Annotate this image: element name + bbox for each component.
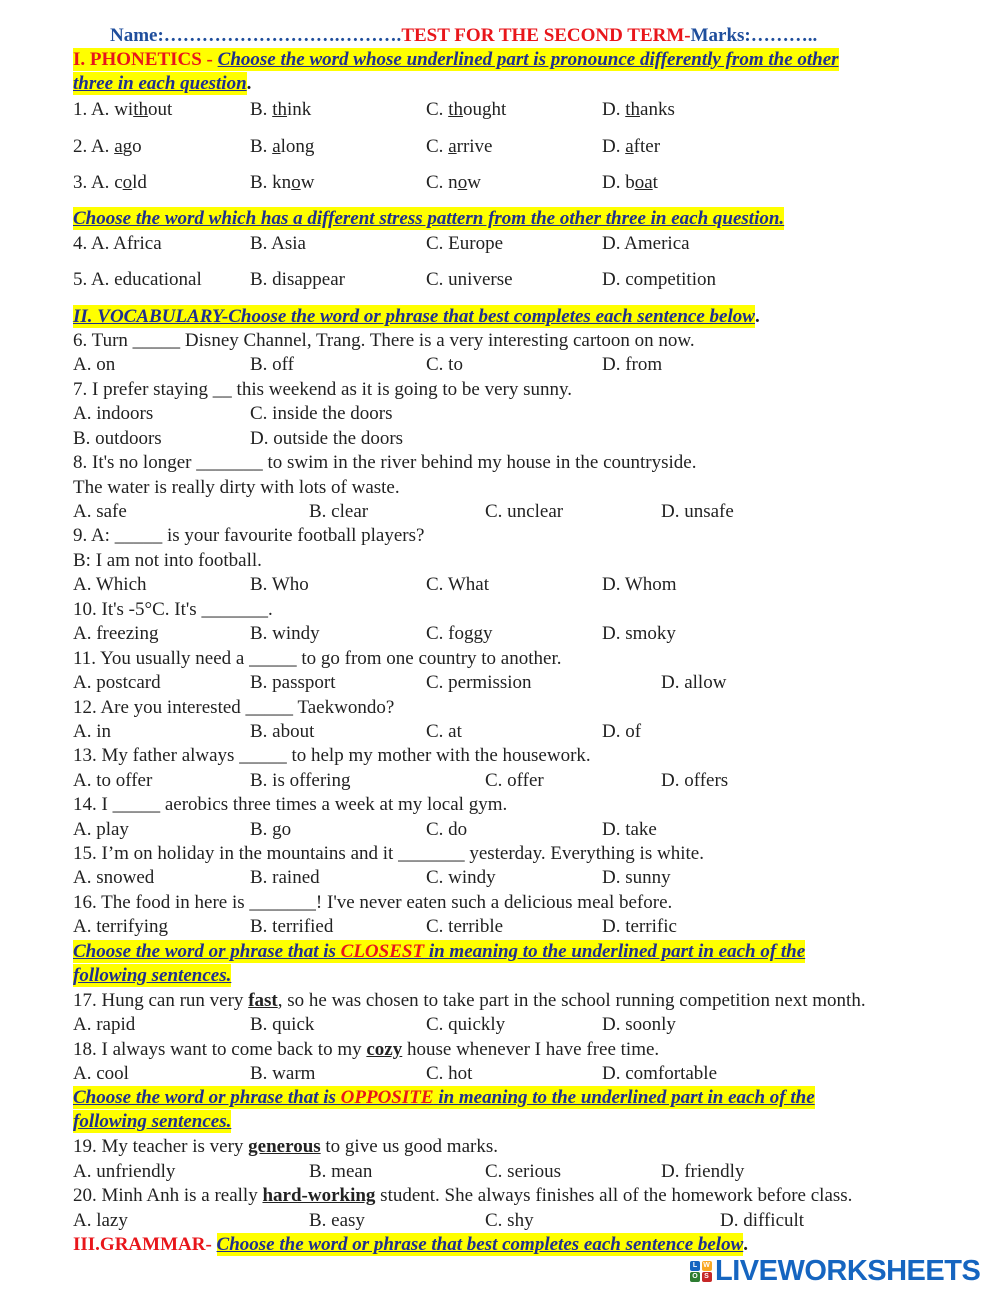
answer-option: C. shy — [485, 1210, 534, 1231]
question-stem: 7. I prefer staying __ this weekend as it is going to be very sunny. — [73, 379, 573, 400]
section-instruction: Choose the word whose underlined part is pronounce differently from the other — [217, 49, 839, 70]
option-suffix: out — [147, 99, 173, 120]
option-suffix: ink — [286, 99, 312, 120]
answer-option: A. in — [73, 721, 111, 742]
section-title: I. PHONETICS - — [73, 49, 218, 70]
answer-option: C. hot — [426, 1063, 473, 1084]
header-line — [110, 24, 817, 47]
closest-post: in meaning to the underlined part in each of the — [424, 941, 806, 962]
answer-option: B. outdoors — [73, 428, 162, 449]
answer-option: C. windy — [426, 867, 496, 888]
answer-option: A. indoors — [73, 403, 154, 424]
option-prefix: C. — [426, 99, 449, 120]
answer-option: A. to offer — [73, 770, 153, 791]
underlined-word: generous — [248, 1136, 321, 1157]
question-stem: 12. Are you interested _____ Taekwondo? — [73, 697, 395, 718]
answer-option: C. at — [426, 721, 462, 742]
option-prefix: D. b — [602, 172, 635, 193]
underlined-word: fast — [248, 990, 278, 1011]
answer-option: A. on — [73, 354, 116, 375]
answer-option: C. quickly — [426, 1014, 506, 1035]
phonetics-option — [250, 171, 314, 194]
option-suffix: ought — [462, 99, 507, 120]
underlined-sound: th — [448, 99, 463, 120]
section-title: III.GRAMMAR- — [73, 1234, 217, 1255]
answer-option: B. windy — [250, 623, 320, 644]
question-stem: 8. It's no longer _______ to swim in the river behind my house in the countryside. — [73, 452, 697, 473]
stem-text: student. She always finishes all of the homework before class. — [375, 1185, 853, 1206]
phonetics-option — [602, 98, 675, 121]
section-phonetics-heading — [73, 48, 839, 71]
opposite-instruction-line-2 — [73, 1110, 231, 1133]
option-suffix: fter — [633, 136, 661, 157]
option-prefix: c — [114, 172, 123, 193]
stem-text: 19. My teacher is very — [73, 1136, 249, 1157]
underlined-word: hard-working — [262, 1185, 376, 1206]
option-suffix: ld — [132, 172, 147, 193]
answer-option: C. inside the doors — [250, 403, 393, 424]
answer-option: A. snowed — [73, 867, 155, 888]
question-stem: 6. Turn _____ Disney Channel, Trang. There is a very interesting cartoon on now. — [73, 330, 695, 351]
answer-option: B. quick — [250, 1014, 315, 1035]
answer-option: C. offer — [485, 770, 544, 791]
answer-option: D. competition — [602, 269, 716, 290]
answer-option: C. universe — [426, 269, 513, 290]
section-instruction-cont: three in each question — [73, 73, 247, 94]
opposite-key: OPPOSITE — [340, 1087, 434, 1108]
answer-option: A. lazy — [73, 1210, 128, 1231]
answer-option: A. freezing — [73, 623, 159, 644]
phonetics-option — [602, 135, 660, 158]
underlined-sound: oa — [634, 172, 653, 193]
answer-option: D. difficult — [720, 1210, 805, 1231]
option-prefix: D. — [602, 99, 626, 120]
question-stem: 16. The food in here is _______! I've never eaten such a delicious meal before. — [73, 892, 673, 913]
question-stem: The water is really dirty with lots of waste. — [73, 477, 400, 498]
opposite-post: in meaning to the underlined part in each of the — [433, 1087, 815, 1108]
underlined-sound: th — [625, 99, 641, 120]
closest-key: CLOSEST — [340, 941, 425, 962]
question-number: 2. A. — [73, 136, 115, 157]
question-number: 1. A. — [73, 99, 115, 120]
answer-option: A. unfriendly — [73, 1161, 176, 1182]
answer-option: C. What — [426, 574, 489, 595]
answer-option: A. postcard — [73, 672, 161, 693]
phonetics-option — [250, 135, 314, 158]
answer-option: B. mean — [309, 1161, 373, 1182]
answer-option: C. unclear — [485, 501, 564, 522]
answer-option: B. is offering — [250, 770, 351, 791]
underlined-sound: th — [133, 99, 148, 120]
answer-option: A. rapid — [73, 1014, 136, 1035]
question-stem: 15. I’m on holiday in the mountains and it _______ yesterday. Everything is white. — [73, 843, 704, 864]
closest-pre: Choose the word or phrase that is — [73, 941, 341, 962]
answer-option: B. Who — [250, 574, 309, 595]
question-stem: 9. A: _____ is your favourite football players? — [73, 525, 425, 546]
answer-option: B. terrified — [250, 916, 334, 937]
answer-option: D. outside the doors — [250, 428, 404, 449]
answer-option: B. about — [250, 721, 315, 742]
answer-option: D. sunny — [602, 867, 671, 888]
option-suffix: anks — [640, 99, 675, 120]
answer-option: D. comfortable — [602, 1063, 718, 1084]
phonetics-option — [73, 98, 172, 121]
section-grammar-heading: III.GRAMMAR- Choose the word or phrase that best completes each sentence below. — [73, 1234, 749, 1255]
section-instruction: Choose the word or phrase that best completes each sentence below — [216, 1234, 744, 1255]
question-number: 3. A. — [73, 172, 115, 193]
question-stem — [73, 989, 866, 1012]
option-suffix: w — [300, 172, 315, 193]
answer-option: D. unsafe — [661, 501, 734, 522]
answer-option: C. permission — [426, 672, 532, 693]
phonetics-option — [602, 171, 658, 194]
stress-instruction: Choose the word which has a different stress pattern from the other three in each question. — [73, 208, 785, 229]
answer-option: B. passport — [250, 672, 336, 693]
answer-option: A. cool — [73, 1063, 129, 1084]
underlined-sound: a — [114, 136, 123, 157]
answer-option: D. friendly — [661, 1161, 745, 1182]
answer-option: C. serious — [485, 1161, 561, 1182]
option-suffix: go — [122, 136, 142, 157]
underlined-sound: a — [625, 136, 634, 157]
option-suffix: long — [280, 136, 315, 157]
underlined-sound: o — [457, 172, 468, 193]
underlined-word: cozy — [366, 1039, 403, 1060]
answer-option: D. from — [602, 354, 663, 375]
marks-label: Marks:……….. — [690, 25, 818, 46]
stem-text: 18. I always want to come back to my — [73, 1039, 367, 1060]
question-stem — [73, 1184, 852, 1207]
answer-option: A. terrifying — [73, 916, 168, 937]
underlined-sound: o — [291, 172, 301, 193]
question-stem — [73, 1135, 498, 1158]
answer-option: A. play — [73, 819, 129, 840]
answer-option: C. foggy — [426, 623, 493, 644]
underlined-sound: a — [448, 136, 457, 157]
option-prefix: B. — [250, 99, 273, 120]
phonetics-option — [426, 98, 506, 121]
answer-option: D. terrific — [602, 916, 677, 937]
underlined-sound: a — [272, 136, 281, 157]
section-vocabulary-heading: II. VOCABULARY-Choose the word or phrase that best completes each sentence below. — [73, 306, 760, 327]
answer-option: B. warm — [250, 1063, 316, 1084]
stress-instruction-line — [73, 207, 784, 230]
stem-text: house whenever I have free time. — [402, 1039, 660, 1060]
option-suffix: rrive — [456, 136, 493, 157]
option-prefix: D. — [602, 136, 626, 157]
stem-text: to give us good marks. — [320, 1136, 498, 1157]
answer-option: B. clear — [309, 501, 369, 522]
option-prefix: B. kn — [250, 172, 292, 193]
question-stem: 13. My father always _____ to help my mother with the housework. — [73, 745, 591, 766]
phonetics-option — [73, 135, 142, 158]
answer-option: B. easy — [309, 1210, 365, 1231]
answer-option: D. allow — [661, 672, 727, 693]
liveworksheets-logo — [690, 1255, 980, 1288]
answer-option: B. Asia — [250, 233, 306, 254]
answer-option: D. soonly — [602, 1014, 676, 1035]
opposite-cont: following sentences. — [73, 1111, 232, 1132]
answer-option: D. Whom — [602, 574, 677, 595]
answer-option: C. terrible — [426, 916, 504, 937]
phonetics-option — [250, 98, 311, 121]
stem-text: 20. Minh Anh is a really — [73, 1185, 263, 1206]
question-stem: B: I am not into football. — [73, 550, 262, 571]
closest-instruction-line — [73, 940, 805, 963]
section-phonetics-heading-2: three in each question. — [73, 73, 252, 94]
option-suffix: t — [652, 172, 658, 193]
option-prefix: C. — [426, 136, 449, 157]
answer-option: B. rained — [250, 867, 320, 888]
answer-option: B. disappear — [250, 269, 345, 290]
answer-option: C. to — [426, 354, 463, 375]
answer-option: D. of — [602, 721, 642, 742]
option-prefix: B. — [250, 136, 273, 157]
answer-option: C. Europe — [426, 233, 504, 254]
phonetics-option — [426, 135, 493, 158]
logo-text: LIVEWORKSHEETS — [715, 1255, 981, 1287]
answer-option: 4. A. Africa — [73, 233, 162, 254]
opposite-pre: Choose the word or phrase that is — [73, 1087, 341, 1108]
answer-option: A. Which — [73, 574, 147, 595]
option-prefix: wi — [114, 99, 134, 120]
option-suffix: w — [467, 172, 481, 193]
closest-instruction-line-2 — [73, 964, 231, 987]
phonetics-option — [426, 171, 481, 194]
underlined-sound: th — [272, 99, 287, 120]
answer-option: B. go — [250, 819, 292, 840]
stem-text: 17. Hung can run very — [73, 990, 249, 1011]
answer-option: 5. A. educational — [73, 269, 202, 290]
name-label: Name:……………………….………. — [110, 25, 402, 46]
logo-icon: L W O S — [690, 1261, 712, 1283]
question-stem: 14. I _____ aerobics three times a week at my local gym. — [73, 794, 508, 815]
stem-text: , so he was chosen to take part in the school running competition next month. — [277, 990, 866, 1011]
answer-option: D. take — [602, 819, 657, 840]
answer-option: D. America — [602, 233, 690, 254]
closest-cont: following sentences. — [73, 965, 232, 986]
option-prefix: C. n — [426, 172, 458, 193]
answer-option: D. smoky — [602, 623, 676, 644]
question-stem: 11. You usually need a _____ to go from one country to another. — [73, 648, 562, 669]
opposite-instruction-line — [73, 1086, 815, 1109]
answer-option: B. off — [250, 354, 294, 375]
question-stem: 10. It's -5°C. It's _______. — [73, 599, 273, 620]
answer-option: A. safe — [73, 501, 127, 522]
test-title: TEST FOR THE SECOND TERM- — [401, 25, 691, 46]
section-instruction: II. VOCABULARY-Choose the word or phrase that best completes each sentence below — [73, 306, 755, 327]
phonetics-option — [73, 171, 147, 194]
answer-option: C. do — [426, 819, 468, 840]
underlined-sound: o — [122, 172, 133, 193]
question-stem — [73, 1038, 659, 1061]
answer-option: D. offers — [661, 770, 729, 791]
